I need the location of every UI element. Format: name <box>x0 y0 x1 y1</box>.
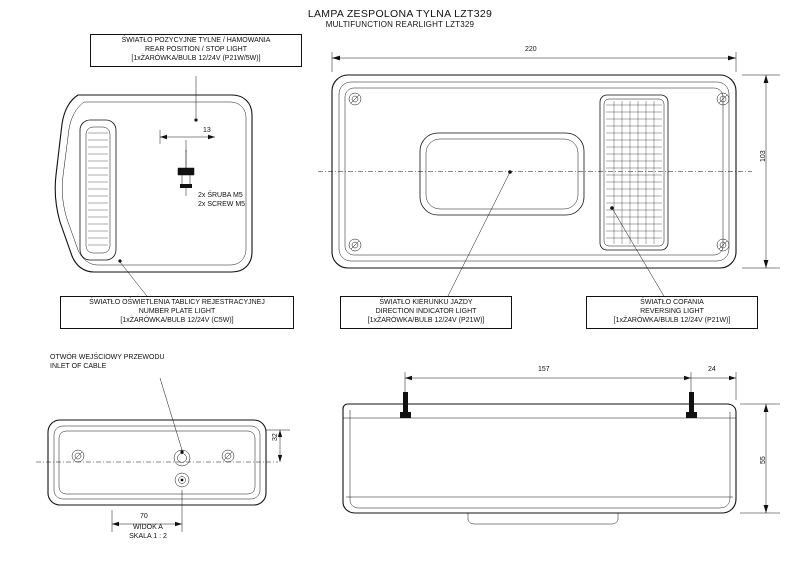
label-screws-en: 2x SCREW M5 <box>198 201 246 209</box>
callout-reversing-light <box>586 296 758 329</box>
side-view <box>55 76 252 300</box>
callout-line-3: [1xŻARÓWKA/BULB 12/24V (P21W)] <box>613 316 731 324</box>
label-cable-inlet <box>50 353 165 371</box>
dim-right-height: 103 <box>760 150 767 162</box>
label-cable-inlet-pl: OTWÓR WEJŚCIOWY PRZEWODU <box>50 354 165 361</box>
callout-line-3: [1xŻARÓWKA/BULB 12/24V (C5W)] <box>120 316 234 324</box>
bottom-view <box>343 372 780 524</box>
callout-line-2: REVERSING LIGHT <box>640 307 704 315</box>
callout-line-2: REAR POSITION / STOP LIGHT <box>144 45 248 53</box>
dim-view-a-width: 70 <box>140 513 148 520</box>
callout-direction-indicator-light <box>340 296 512 329</box>
dim-bottom-width: 157 <box>538 366 550 373</box>
dim-side-thickness: 13 <box>203 127 211 134</box>
callout-line-1: ŚWIATŁO OŚWIETLENIA TABLICY REJESTRACYJNEJ <box>89 299 265 306</box>
dim-bottom-height: 55 <box>760 456 767 464</box>
callout-line-1: ŚWIATŁO KIERUNKU JAZDY <box>379 299 473 306</box>
callout-rear-position-stop-light <box>90 34 302 67</box>
view-a <box>36 378 290 532</box>
label-view-a <box>108 523 188 541</box>
title-main: LAMPA ZESPOLONA TYLNA LZT329 <box>307 8 493 20</box>
label-screws <box>198 191 245 209</box>
title-sub: MULTIFUNCTION REARLIGHT LZT329 <box>325 20 475 29</box>
label-cable-inlet-en: INLET OF CABLE <box>50 363 107 371</box>
label-view-a-scale: SKALA 1 : 2 <box>129 533 167 541</box>
callout-number-plate-light <box>60 296 294 329</box>
label-view-a-name: WIDOK A <box>133 524 163 531</box>
callout-line-3: [1xŻARÓWKA/BULB 12/24V (P21W)] <box>367 316 485 324</box>
callout-line-1: ŚWIATŁO POZYCYJNE TYLNE / HAMOWANIA <box>121 37 271 44</box>
dim-top-width: 220 <box>525 46 537 53</box>
callout-line-1: ŚWIATŁO COFANIA <box>640 299 704 306</box>
label-screws-pl: 2x ŚRUBA M5 <box>198 192 243 199</box>
dim-view-a-height: 32 <box>272 433 279 441</box>
callout-line-2: DIRECTION INDICATOR LIGHT <box>375 307 477 315</box>
rear-view <box>318 52 780 298</box>
callout-line-2: NUMBER PLATE LIGHT <box>138 307 216 315</box>
callout-line-3: [1xŻARÓWKA/BULB 12/24V (P21W/5W)] <box>131 54 261 62</box>
dim-bottom-right: 24 <box>708 366 716 373</box>
